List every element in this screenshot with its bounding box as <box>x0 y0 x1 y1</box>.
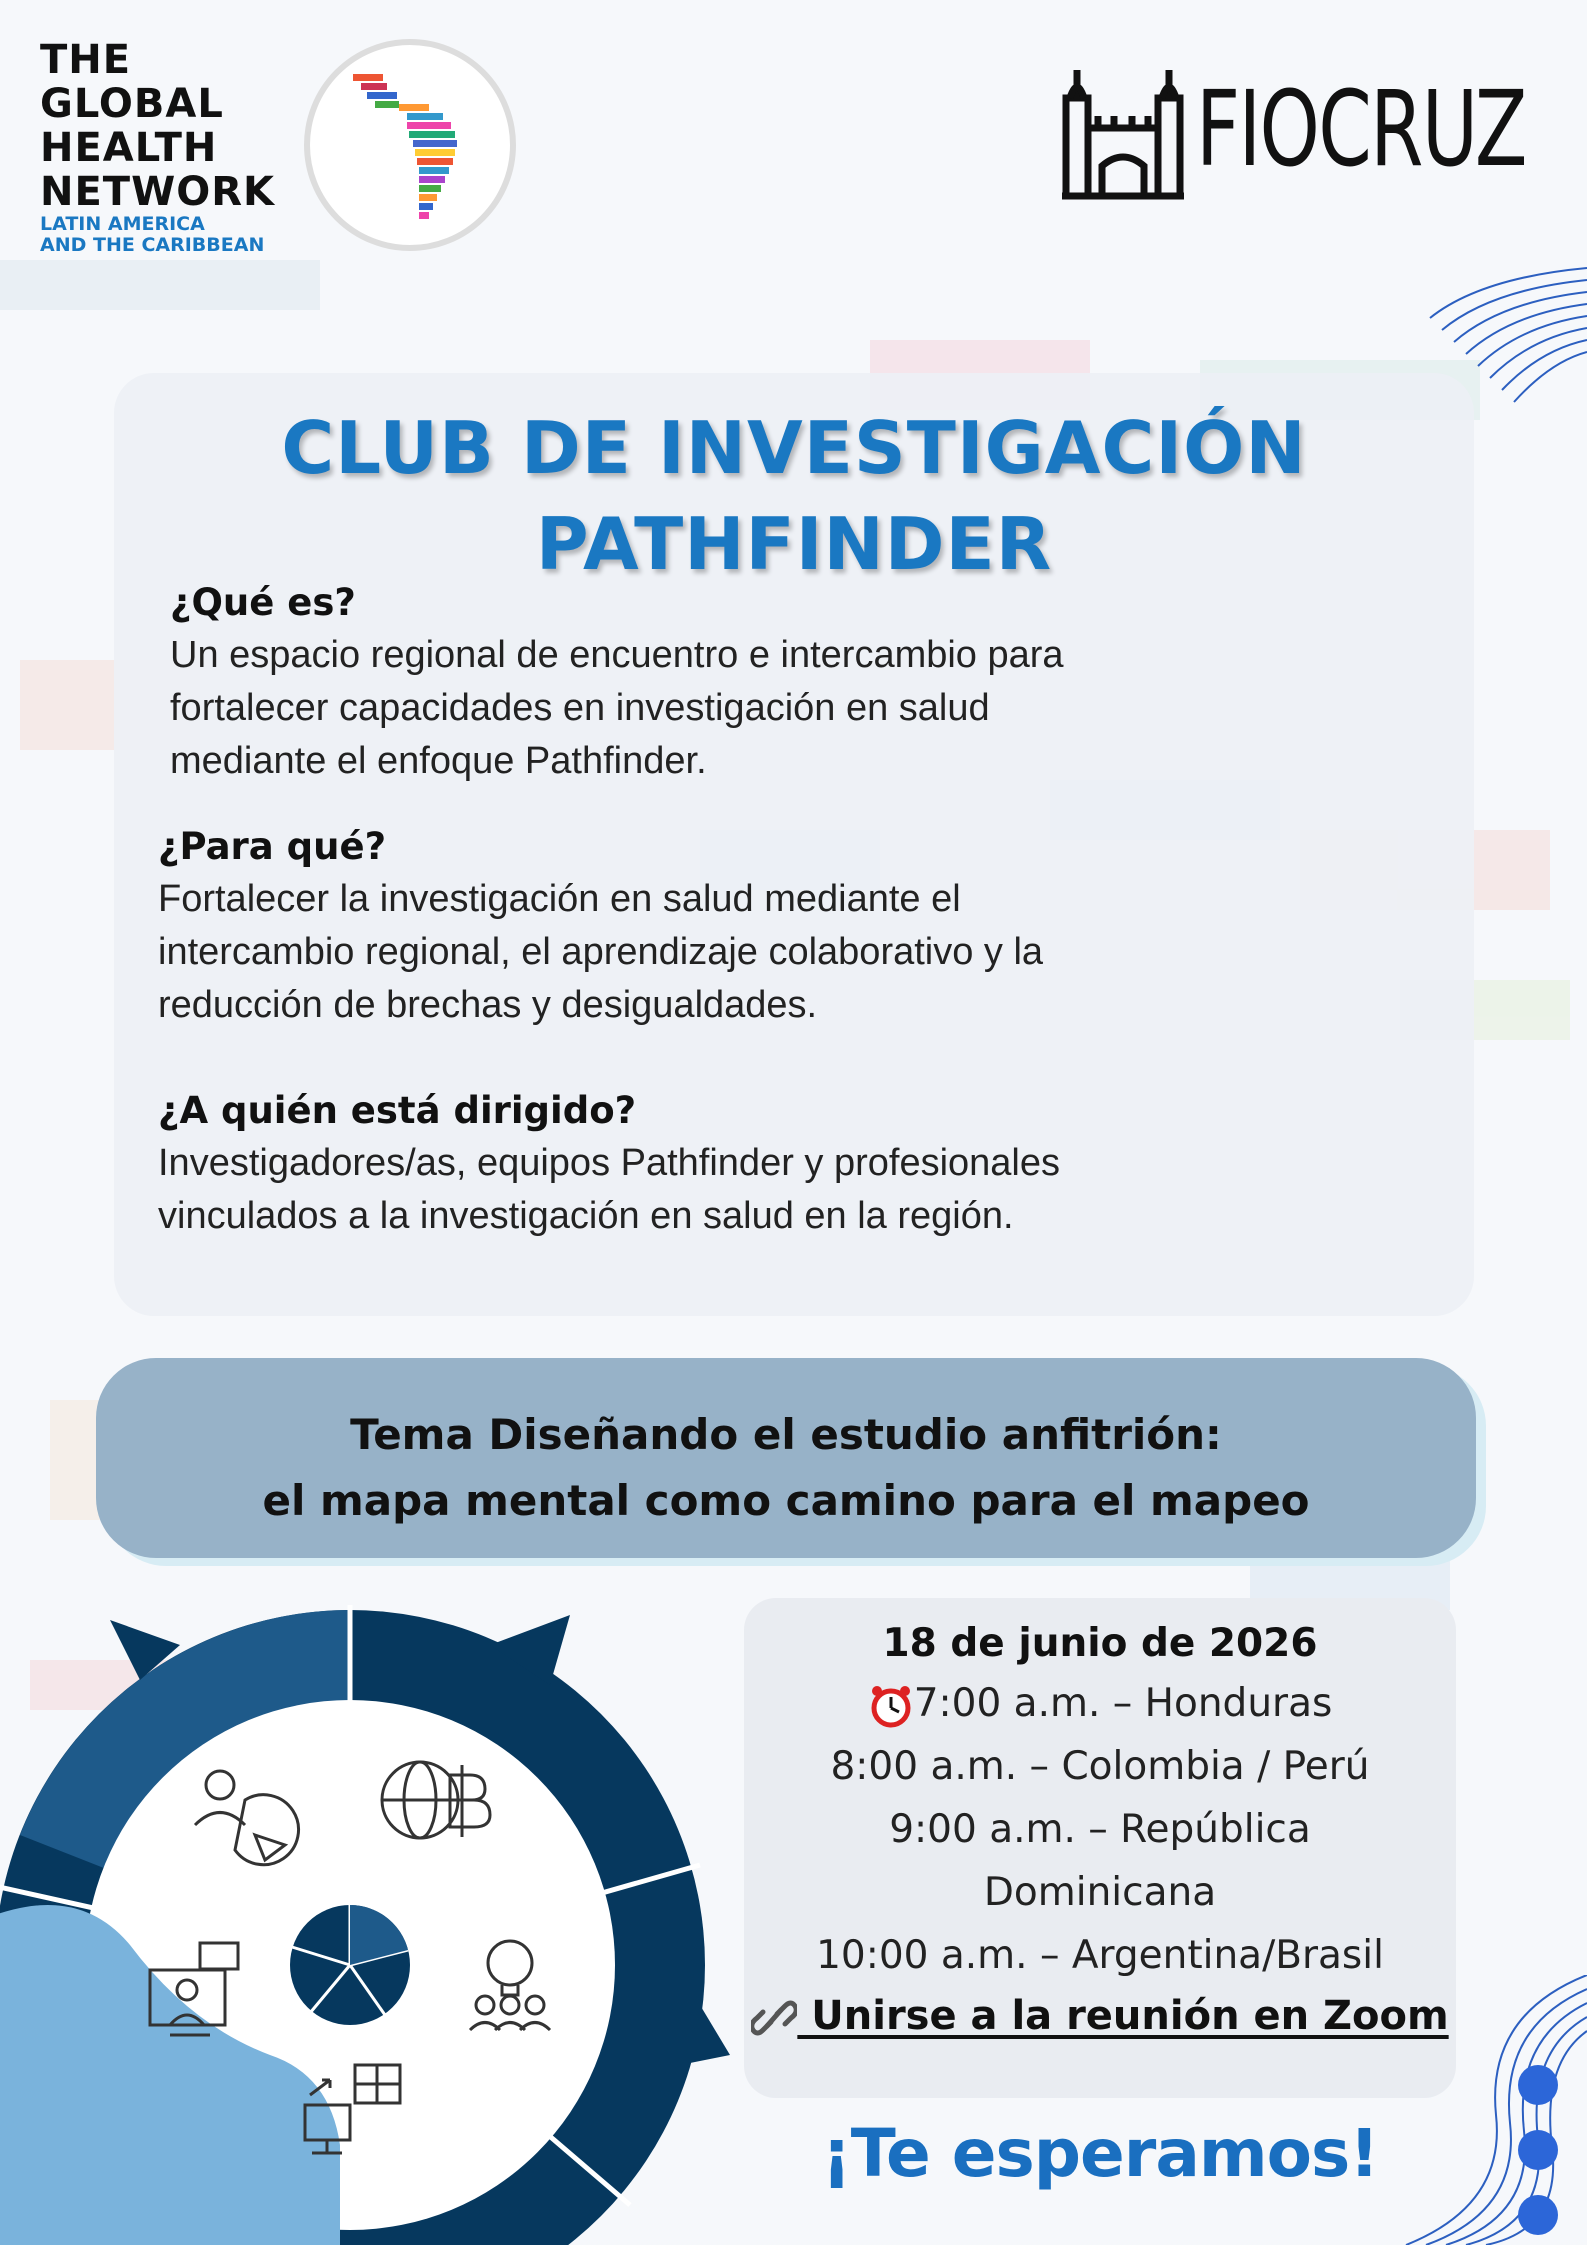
section-who <box>158 1085 1060 1243</box>
section-why <box>158 821 1043 1032</box>
section-heading: ¿Qué es? <box>170 581 356 624</box>
section-what <box>170 577 1064 788</box>
event-time: Dominicana <box>983 1870 1217 1915</box>
topic-banner <box>96 1358 1476 1558</box>
ghn-logo-subtitle: LATIN AMERICA <box>40 213 205 235</box>
ghn-logo <box>40 38 275 256</box>
title-line: PATHFINDER <box>535 502 1053 586</box>
clock-icon <box>868 1683 914 1729</box>
topic-line: el mapa mental como camino para el mapeo <box>262 1476 1310 1525</box>
castle-icon <box>1058 58 1188 200</box>
event-time: 9:00 a.m. – República <box>889 1807 1311 1852</box>
event-date: 18 de junio de 2026 <box>882 1621 1318 1666</box>
ghn-logo-line: NETWORK <box>40 169 276 215</box>
event-time: 10:00 a.m. – Argentina/Brasil <box>816 1933 1384 1978</box>
research-wheel-graphic <box>0 1585 730 2245</box>
title-line: CLUB DE INVESTIGACIÓN <box>281 406 1307 490</box>
latin-america-map-icon <box>303 38 517 252</box>
event-time-text: 7:00 a.m. – Honduras <box>913 1681 1333 1726</box>
fiocruz-logo-text: FIOCRUZ <box>1196 68 1526 190</box>
info-card <box>114 373 1474 1316</box>
ghn-logo-subtitle: AND THE CARIBBEAN <box>40 234 265 256</box>
section-heading: ¿A quién está dirigido? <box>158 1089 637 1132</box>
page-title <box>114 400 1474 592</box>
zoom-link-label: Unirse a la reunión en Zoom <box>797 1993 1449 2039</box>
section-body: Fortalecer la investigación en salud mediante el intercambio regional, el aprendizaje colaborativo y la reducción de brechas y desigualdades. <box>158 878 1044 1026</box>
event-details-card <box>744 1598 1456 2098</box>
topic-line: Tema Diseñando el estudio anfitrión: <box>350 1410 1222 1459</box>
fiocruz-logo <box>1058 58 1587 200</box>
section-body: Un espacio regional de encuentro e intercambio para fortalecer capacidades en investigación en salud mediante el enfoque Pathfinder. <box>170 634 1064 782</box>
zoom-meeting-link[interactable] <box>751 1987 1448 2045</box>
event-time: 8:00 a.m. – Colombia / Perú <box>830 1744 1370 1789</box>
section-heading: ¿Para qué? <box>158 825 387 868</box>
event-time <box>744 1672 1456 1735</box>
ghn-logo-line: GLOBAL <box>40 81 224 127</box>
section-body: Investigadores/as, equipos Pathfinder y profesionales vinculados a la investigación en salud en la región. <box>158 1142 1060 1237</box>
link-icon <box>751 1998 797 2038</box>
call-to-action: ¡Te esperamos! <box>821 2115 1379 2192</box>
ghn-logo-line: THE <box>40 37 132 83</box>
ghn-logo-line: HEALTH <box>40 125 218 171</box>
